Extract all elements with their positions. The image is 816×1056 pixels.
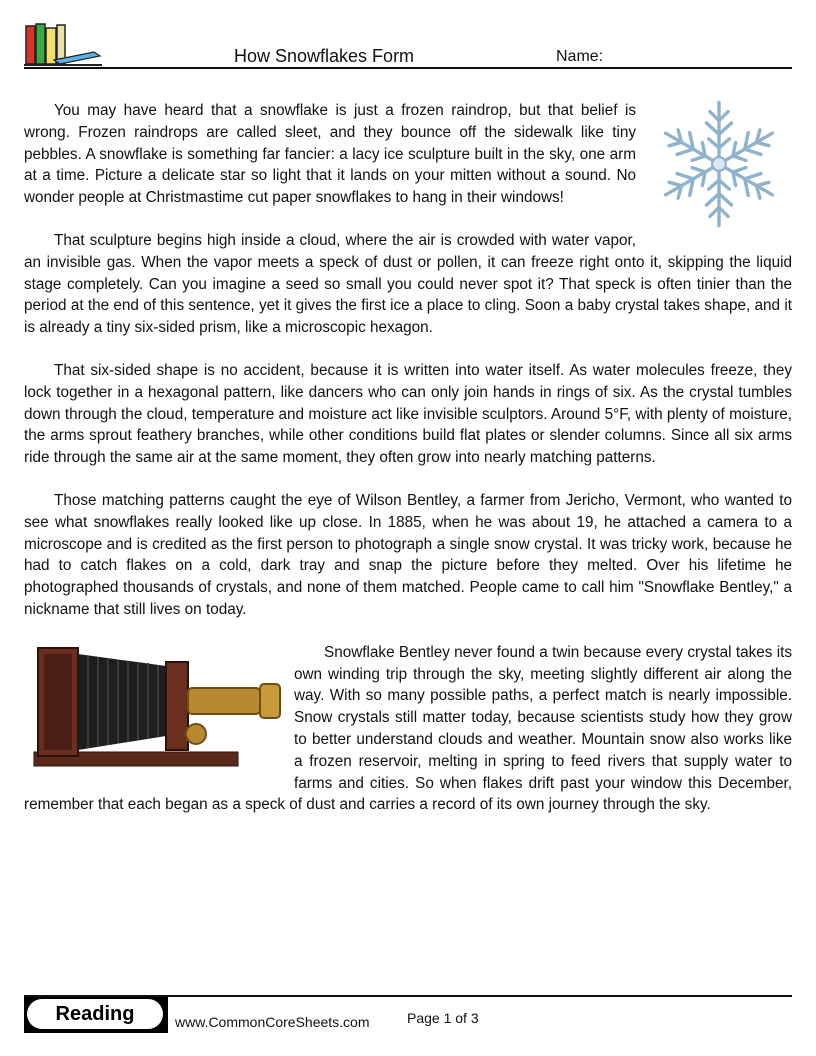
site-url: www.CommonCoreSheets.com	[175, 1014, 370, 1030]
name-label: Name:	[556, 48, 604, 65]
antique-camera-image	[24, 642, 286, 774]
worksheet-title: How Snowflakes Form	[234, 46, 415, 66]
article-body	[24, 100, 792, 837]
page-number: Page 1 of 3	[407, 1010, 479, 1026]
reading-badge-label: Reading	[27, 999, 163, 1029]
paragraph-1: You may have heard that a snowflake is just a frozen raindrop, but that belief is wrong. Frozen raindrops are called sleet, and they bounce off the sidewalk like tiny pebbles. A snowflake is something far fancier: a lacy ice sculpture built in the sky, one arm at a time. Picture a delicate star so light that it lands on your mitten without a sound. No wonder people at Christmastime cut paper snowflakes to hang in their windows!	[24, 102, 636, 207]
worksheet-header	[24, 22, 792, 68]
snowflake-image	[646, 100, 792, 228]
paragraph-2: That sculpture begins high inside a cloud, where the air is crowded with water vapor, an invisible gas. When the vapor meets a speck of dust or pollen, it can freeze right onto it, skipping the liquid stage completely. Can you imagine a seed so small you could never spot it? That speck is often tinier than the period at the end of this sentence, yet it gives the first ice a place to cling. Soon a baby crystal takes shape, and it is already a tiny six-sided prism, like a microscopic hexagon.	[24, 231, 792, 337]
books-logo-icon	[24, 22, 102, 68]
paragraph-5: Snowflake Bentley never found a twin because every crystal takes its own winding trip through the sky, meeting slightly different air along the way. With so many possible paths, a perfect match is nearly impossible. Snow crystals still matter today, because scientists study how they grow to better understand clouds and weather. Mountain snow also works like a frozen reservoir, melting in spring to feed rivers that supply water to farms and cities. So when flakes drift past your window this December, remember that each began as a speck of dust and carries a record of its own journey through the sky.	[24, 643, 792, 814]
paragraph-4: Those matching patterns caught the eye of Wilson Bentley, a farmer from Jericho, Vermont, who wanted to see what snowflakes really looked like up close. In 1885, when he was about 19, he attached a camera to a microscope and is credited as the first person to photograph a single snow crystal. It was tricky work, because he had to catch flakes on a cold, dark tray and snap the picture before they melted. Over his lifetime he photographed thousands of crystals, and none of them matched. People came to call him "Snowflake Bentley," a nickname that still lives on today.	[24, 491, 792, 618]
header-divider	[24, 67, 792, 69]
paragraph-3: That six-sided shape is no accident, because it is written into water itself. As water molecules freeze, they lock together in a hexagonal pattern, like dancers who can only join hands in rings of six. As the crystal tumbles down through the cloud, temperature and moisture act like invisible sculptors. Around 5°F, with plenty of moisture, the arms sprout feathery branches, while other conditions build flat plates or slender columns. Since all six arms ride through the same air at the same moment, they often grow into nearly matching patterns.	[24, 361, 792, 467]
reading-badge	[24, 997, 168, 1033]
